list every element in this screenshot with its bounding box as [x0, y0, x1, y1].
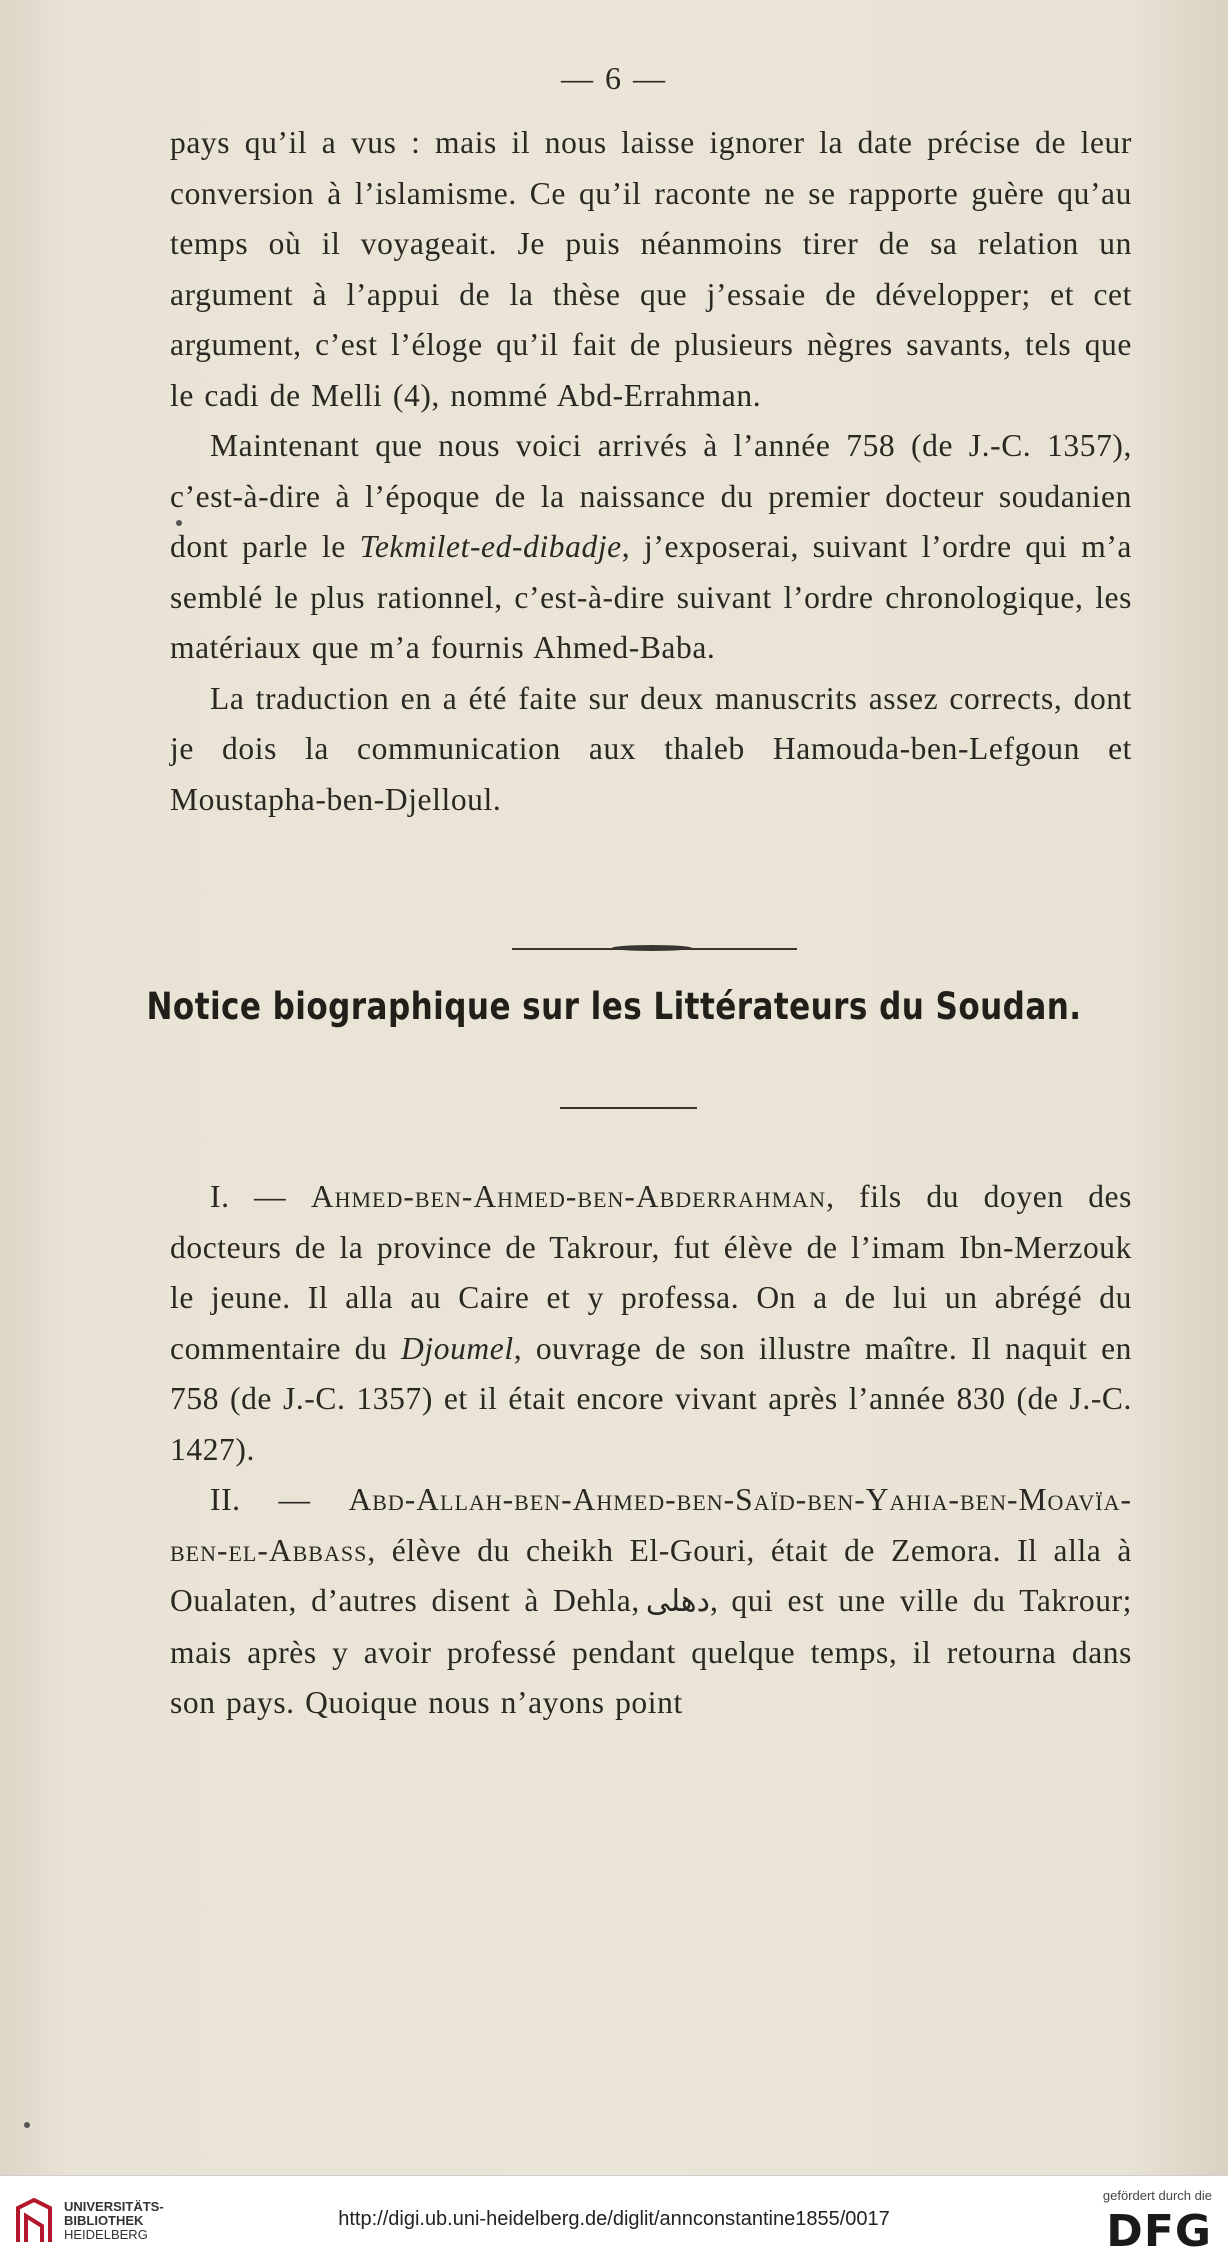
- entry-text: , ouvrage de son illustre maître. Il naquit en 758 (de J.-C. 1357) et il était encore vivant après l’année 830 (de J.-C. 1427).: [170, 1330, 1132, 1467]
- page-number: — 6 —: [561, 60, 667, 96]
- book-title: Djoumel: [401, 1330, 514, 1366]
- entry-name: Ahmed-ben-Ahmed-ben-Abderrahman: [310, 1179, 827, 1214]
- paragraph: pays qu’il a vus : mais il nous laisse ignorer la date précise de leur conversion à l’islamisme. Ce qu’il raconte ne se rapporte guère qu’au temps où il voyageait. Je puis néanmoins tirer de sa relation un argument à l’appui de la thèse que j’essaie de développer; et cet argument, c’est l’éloge qu’il fait de plusieurs nègres savants, tels que le cadi de Melli (4), nommé Abd-Errahman.: [170, 125, 1132, 413]
- funded-by-label: gefördert durch die: [1102, 2188, 1212, 2203]
- institution-line: HEIDELBERG: [64, 2227, 148, 2242]
- institution-line: UNIVERSITÄTS-: [64, 2199, 164, 2214]
- footer-bar: [0, 2175, 1228, 2263]
- entry-name: Abd-Allah-ben-Ahmed-ben-Saïd-ben-Yahia-ben-Moavïa-ben-el-Abbass: [170, 1482, 1132, 1568]
- arabic-word: دهلى: [645, 1584, 710, 1619]
- entry: [170, 1172, 1132, 1475]
- divider: [560, 1107, 697, 1109]
- paragraph: [170, 421, 1132, 674]
- margin-mark: [24, 2122, 30, 2128]
- entry-number: I. —: [210, 1179, 311, 1214]
- paragraph-text: , j’exposerai, suivant l’ordre qui m’a semblé le plus rationnel, c’est-à-dire suivant l’ordre chronologique, les matériaux que m’a fournis Ahmed-Baba.: [170, 529, 1133, 665]
- paragraph-text: Maintenant que nous voici arrivés à l’année 758 (de J.-C. 1357), c’est-à-dire à l’époque de la naissance du premier docteur soudanien dont parle le: [170, 428, 1132, 564]
- source-url-link[interactable]: http://digi.ub.uni-heidelberg.de/diglit/annconstantine1855/0017: [338, 2208, 890, 2230]
- entry-number: II. —: [210, 1482, 349, 1517]
- ornamental-divider: [512, 948, 797, 950]
- entry-text: , fils du doyen des docteurs de la province de Takrour, fut élève de l’imam Ibn-Merzouk le jeune. Il alla au Caire et y professa. On a de lui un abrégé du commentaire du: [170, 1179, 1132, 1366]
- institution-line: BIBLIOTHEK: [64, 2213, 144, 2228]
- paragraph: La traduction en a été faite sur deux manuscrits assez corrects, dont je dois la communication aux thaleb Hamouda-ben-Lefgoun et Moustapha-ben-Djelloul.: [170, 680, 1132, 817]
- dfg-logo: DFG: [1106, 2206, 1212, 2257]
- section-heading: Notice biographique sur les Littérateurs du Soudan.: [146, 985, 1082, 1028]
- entry-text: , qui est une ville du Takrour; mais après y avoir professé pendant quelque temps, il retourna dans son pays. Quoique nous n’ayons point: [170, 1583, 1133, 1720]
- margin-mark: [176, 520, 182, 526]
- entry-text: , élève du cheikh El-Gouri, était de Zemora. Il alla à Oualaten, d’autres disent à Dehla,: [170, 1532, 1132, 1618]
- biography-entries: [170, 1172, 1132, 1729]
- book-title: Tekmilet-ed-dibadje: [359, 529, 622, 564]
- intro-text: [170, 118, 1132, 825]
- entry: [170, 1475, 1132, 1729]
